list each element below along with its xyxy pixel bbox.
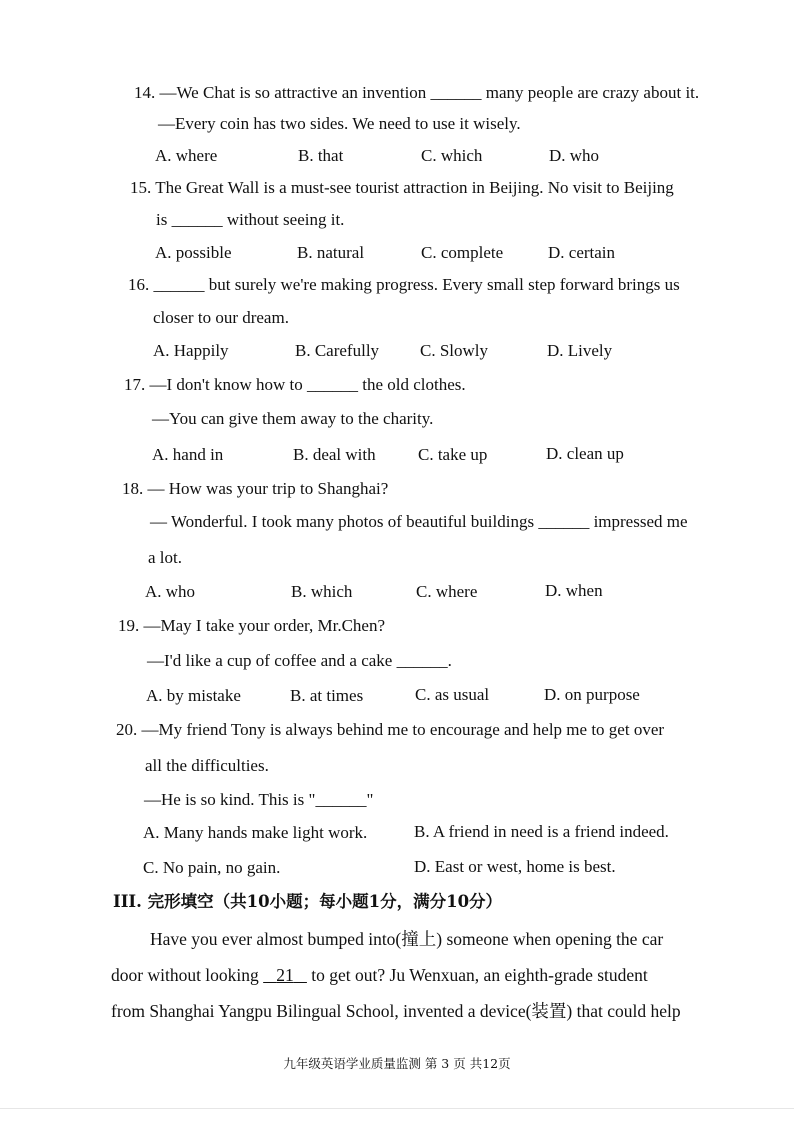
q14-option-d: D. who (549, 146, 600, 165)
q18-line-3: a lot. (148, 548, 182, 567)
page-footer: 九年级英语学业质量监测 第 3 页 共12页 (283, 1056, 511, 1071)
q20-line-1: 20. —My friend Tony is always behind me to encourage and help me to get over (116, 720, 665, 739)
passage-line-2-end: to get out? Ju Wenxuan, an eighth-grade student (306, 965, 648, 985)
q14-option-b: B. that (298, 146, 344, 165)
q15-line-1: 15. The Great Wall is a must-see tourist attraction in Beijing. No visit to Beijing (130, 178, 674, 197)
bottom-divider (0, 1108, 794, 1109)
q17-line-1: 17. —I don't know how to ______ the old clothes. (124, 375, 466, 394)
passage-line-3: from Shanghai Yangpu Bilingual School, invented a device(装置) that could help (111, 1001, 681, 1021)
q17-line-2: —You can give them away to the charity. (152, 409, 434, 428)
q15-option-b: B. natural (297, 243, 365, 262)
q15-option-a: A. possible (155, 243, 232, 262)
q16-option-b: B. Carefully (295, 341, 380, 360)
q15-line-2: is ______ without seeing it. (156, 210, 345, 229)
q18-line-2: — Wonderful. I took many photos of beautiful buildings ______ impressed me (150, 512, 688, 531)
q17-option-d: D. clean up (546, 444, 624, 463)
q17-option-b: B. deal with (293, 445, 376, 464)
q16-option-c: C. Slowly (420, 341, 489, 360)
q19-option-d: D. on purpose (544, 685, 640, 704)
q20-option-a: A. Many hands make light work. (143, 823, 368, 842)
q14-option-c: C. which (421, 146, 483, 165)
passage-line-2 (111, 964, 648, 986)
q16-option-d: D. Lively (547, 341, 613, 360)
q19-option-c: C. as usual (415, 685, 490, 704)
blank-21 (263, 965, 307, 985)
q16-option-a: A. Happily (153, 341, 229, 360)
q20-line-2: all the difficulties. (145, 756, 269, 775)
q19-line-2: —I'd like a cup of coffee and a cake ______. (147, 651, 452, 670)
q18-line-1: 18. — How was your trip to Shanghai? (122, 479, 389, 498)
q14-line-1: 14. —We Chat is so attractive an invention ______ many people are crazy about it. (134, 83, 700, 102)
q15-option-c: C. complete (421, 243, 504, 262)
q16-line-1: 16. ______ but surely we're making progress. Every small step forward brings us (128, 275, 680, 294)
q16-line-2: closer to our dream. (153, 308, 289, 327)
q20-option-c: C. No pain, no gain. (143, 858, 281, 877)
passage-line-2-start: door without looking (111, 965, 264, 985)
q14-line-2: —Every coin has two sides. We need to use it wisely. (158, 114, 521, 133)
q18-option-a: A. who (145, 582, 196, 601)
q17-option-c: C. take up (418, 445, 488, 464)
q14-option-a: A. where (155, 146, 218, 165)
q20-option-b: B. A friend in need is a friend indeed. (414, 822, 669, 841)
passage-line-1: Have you ever almost bumped into(撞上) someone when opening the car (150, 929, 664, 949)
section-heading: III. 完形填空（共10小题；每小题1分，满分10分） (113, 892, 503, 911)
q17-option-a: A. hand in (152, 445, 224, 464)
blank-21-number: 21 (276, 965, 294, 985)
q18-option-b: B. which (291, 582, 353, 601)
q18-option-c: C. where (416, 582, 478, 601)
q19-option-b: B. at times (290, 686, 364, 705)
q15-option-d: D. certain (548, 243, 616, 262)
q20-line-3: —He is so kind. This is "______" (144, 790, 374, 809)
q19-line-1: 19. —May I take your order, Mr.Chen? (118, 616, 386, 635)
q20-option-d: D. East or west, home is best. (414, 857, 616, 876)
q19-option-a: A. by mistake (146, 686, 241, 705)
q18-option-d: D. when (545, 581, 603, 600)
